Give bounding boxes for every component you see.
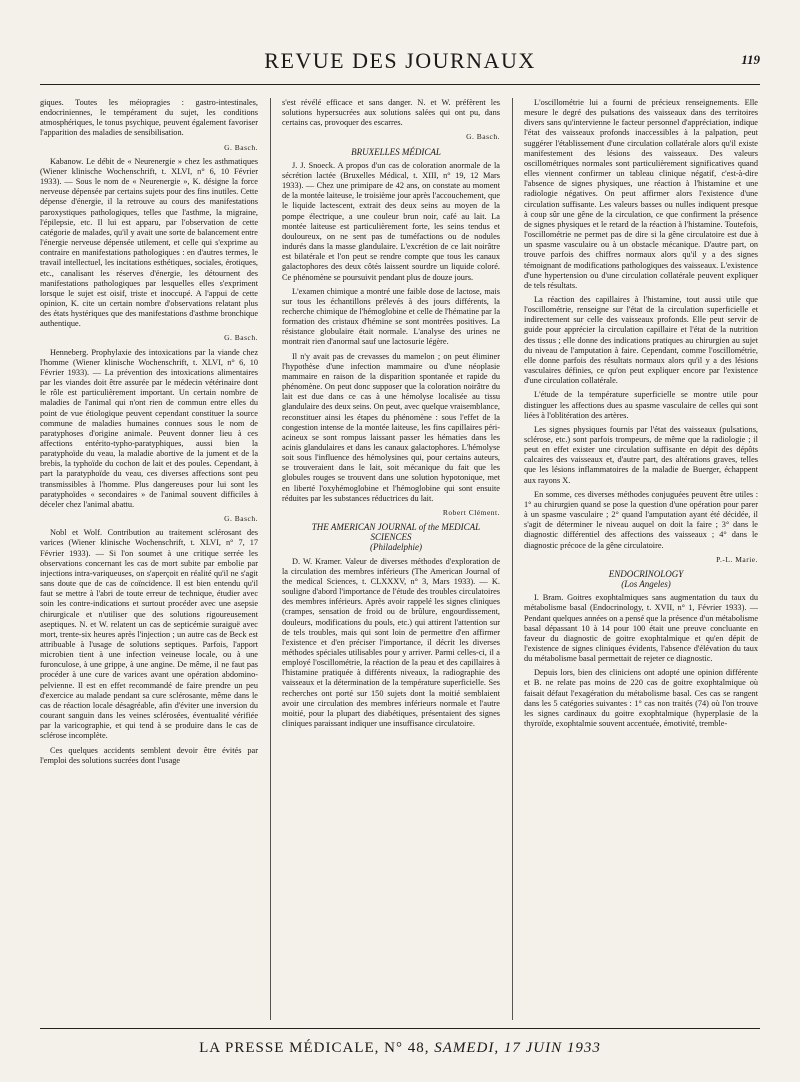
section-subheading: (Philadelphie) [370, 542, 422, 553]
paragraph: Depuis lors, bien des cliniciens ont adopté une opinion différente et B. ne relate pas moins de 220 cas de goitre exophtalmique où faisait défaut l'exagération du métabolisme basal. Ces cas se rangent dans les 5 catégories suivantes : 1° cas non traités (74) où l'on trouve les signes cardinaux du goitre exophtalmique (hyperplasie de la thyroïde, exophtalmie souvent accentuée, émotivité, tremble- [524, 668, 758, 729]
column-1 [40, 98, 258, 1020]
journal-section-title: REVUE DES JOURNAUX [264, 48, 536, 73]
article-kramer: D. W. Kramer. Valeur de diverses méthodes d'exploration de la circulation des membres inférieurs (The American Journal of the medical Sciences, t. CLXXXV, n° 3, Mars 1933). — K. souligne d'abord l'importance de l'étude des troubles circulatoires des membres inférieurs. Après avoir rappelé les signes cliniques (crampes, sensation de froid ou de brûlure, engourdissement, douleurs, modifications du pouls, etc.) qui attirent l'attention sur de tels troubles, mais qui sont loin de permettre d'en affirmer l'existence et d'en préciser l'importance, il décrit les diverses méthodes spéciales utilisables pour y arriver. Parmi celles-ci, il a employé l'oscillométrie, la réaction de la peau et des capillaires à l'histamine pratiquée à différents niveaux, la radiographie des vaisseaux et la détermination de la température superficielle. Ses recherches ont porté sur 150 sujets dont la moitié semblaient avoir une circulation des membres inférieurs normale et l'autre moitié, pour la plupart des diabétiques, présentaient des signes cliniques paraissant indiquer une insuffisance circulatoire. [282, 556, 500, 729]
article-bram: I. Bram. Goitres exophtalmiques sans augmentation du taux du métabolisme basal (Endocrinology, t. XVII, n° 1, Février 1933). — Pendant quelques années on a pensé que la présence d'un métabolisme basal dépassant 10 à 14 pour 100 était une preuve concluante en faveur du diagnostic de goitre exophtalmique et qu'en dépit de l'existence de signes cliniques évidents, l'absence d'élévation du taux du métabolisme basal permettait de rejeter ce diagnostic. [524, 593, 758, 664]
article-snoeck: J. J. Snoeck. A propos d'un cas de coloration anormale de la sécrétion lactée (Bruxelles Médical, t. XIII, n° 19, 12 Mars 1933). — Chez une primipare de 42 ans, on constate au moment de la montée laiteuse, le troisième jour après l'accouchement, que le liquide lactescent, extrait des deux seins au moyen de la pompe électrique, a une couleur brun noir, café au lait. La montée laiteuse est particulièrement forte, les seins tendus et douloureux, on ne sent pas de tuméfactions ou de nodules indurés dans la masse glandulaire. L'excrétion de ce lait noirâtre est bilatérale et l'on peut se rendre compte que tous les canaux galactophores des deux côtés laissent sourdre un liquide coloré. Ce phénomène se poursuivit pendant plus de douze jours. [282, 160, 500, 282]
paragraph: La réaction des capillaires à l'histamine, tout aussi utile que l'oscillométrie, renseigne sur l'état de la circulation superficielle et indirectement sur celle des vaisseaux profonds. Elle peut servir de guide pour apprécier la circulation capillaire et l'état de la nutrition des tissus ; elle donne des indications pratiques au chirurgien au sujet du niveau de l'amputation à faire. Cependant, comme l'oscillométrie, elle donne parfois des résultats normaux alors qu'il y a des lésions vasculaires définies, ce qu'on peut expliquer encore par l'existence d'une circulation collatérale. [524, 294, 758, 386]
article-kabanow: Kabanow. Le débit de « Neurenergie » chez les asthmatiques (Wiener klinische Wochenschrift, t. XLVI, n° 6, 10 Février 1933). — Sous le nom de « Neurenergie », K. désigne la force nerveuse dépensée par certains sujets pour des fins inutiles. Cette dépense d'énergie, il la retrouve au cours des manifestations paroxystiques pathologiques, telles que l'asthme, la migraine, l'épilepsie, etc. Il lui est apparu, par l'observation de cette catégorie de malades, qu'il y avait une sorte de balancement entre l'énergie nerveuse dépensée utilement, et celle qui s'exprime au contraire en manifestations pathologiques : en d'autres termes, le travail intellectuel, les incitations esthétiques, sociales, érotiques, etc., canalisant les réserves d'énergie, les détournent des manifestations pathologiques par lesquelles elles s'expriment lorsque le sujet est oisif, triste et inoccupé. A l'appui de cette opinion, K. cite un certain nombre d'observations relatant plus des états hystériques que des manifestations d'asthme bronchique authentique. [40, 156, 258, 329]
section-heading: ENDOCRINOLOGY [608, 568, 684, 579]
header-rule [40, 84, 760, 85]
paragraph: L'oscillométrie lui a fourni de précieux renseignements. Elle mesure le degré des pulsations des vaisseaux dans des territoires divers sans qu'intervienne le facteur personnel d'appréciation, indique l'état des vaisseaux profonds inaccessibles à la palpation, peut suggérer l'établissement d'une circulation collatérale alors qu'il existe manifestement des lésions des vaisseaux. Des valeurs oscillométriques normales sont particulièrement significatives quand elles viennent confirmer un tableau clinique négatif, c'est-à-dire l'absence de signes physiques, une réaction à l'histamine et une radiologie négatives. On peut affirmer alors l'existence d'une circulation suffisante. Les valeurs basses ou nulles indiquent presque à coup sûr une gêne de la circulation, ce que confirment la présence de signes physiques et le retard de la réaction à l'histamine. Toutefois, l'oscillométrie ne permet pas de dire si la gêne circulatoire est due à un spasme vasculaire ou à un obstacle mécanique. D'autre part, on trouve parfois des chiffres normaux alors qu'il y a des signes témoignant de modifications pathologiques des vaisseaux. L'existence d'une hypertension ou d'une circulation collatérale peuvent expliquer de tels résultats. [524, 98, 758, 290]
footer-date: SAMEDI, 17 JUIN 1933 [434, 1040, 601, 1056]
article-nobl-wolf: Nobl et Wolf. Contribution au traitement sclérosant des varices (Wiener klinische Wochenschrift, t. XLVI, n° 7, 17 Février 1933). — Si l'on soumet à une critique serrée les observations concernant les cas de mort subite par embolie par injections intra-variqueuses, on s'aperçoit en réalité qu'il ne s'agit sans doute que de cas de coïncidence. Il est bien entendu qu'il faut se mettre à l'abri de toute erreur de technique, étudier avec soin les contre-indications et surtout procéder avec une asepsie chirurgicale et n'utiliser que des solutions rigoureusement aseptiques. N. et W. relatent un cas de septicémie suraiguë avec mort, trente-six heures après l'injection ; un autre cas de Beck est attribuable à l'usage de solutions septiques. Parfois, l'apport microbien tient à une infection veineuse locale, ou à une furonculose, à une grippe, à une angine. De même, il ne faut pas procéder à une cure de varices avant une opération abdomino-pelvienne. Il est en effet recommandé de faire prendre un peu d'exercice au malade pendant sa cure sclérosante, même dans le cas de réaction locale désagréable, afin d'éviter une inversion du courant sanguin dans les veines sclérosées, éventualité vérifiée par la varicographie, et qui tend à se produire dans le cas de sclérose incomplète. [40, 528, 258, 741]
signature: Robert Clément. [442, 507, 500, 517]
signature: G. Basch. [224, 333, 258, 343]
signature: G. Basch. [466, 132, 500, 142]
column-2 [282, 98, 500, 1020]
section-heading: THE AMERICAN JOURNAL of the MEDICAL SCIENCES [311, 522, 481, 543]
column-3 [524, 98, 758, 1020]
section-heading: BRUXELLES MÉDICAL [351, 146, 441, 157]
paragraph: Les signes physiques fournis par l'état des vaisseaux (pulsations, sclérose, etc.) sont parfois trompeurs, de même que la radiologie ; il peut en effet exister une circulation suffisante en dépit des dépôts calcaires des vaisseaux et, d'autre part, des altérations graves, telles que les lésions inflammatoires de la maladie de Buerger, échappent aux rayons X. [524, 424, 758, 485]
paragraph: En somme, ces diverses méthodes conjuguées peuvent être utiles : 1° au chirurgien quand se pose la question d'une opération pour parer à un spasme vasculaire ; 2° quand l'amputation ayant été décidée, il s'agit de déterminer le niveau auquel on doit la faire ; 3° dans le diagnostic différentiel des affections des vaisseaux ; 4° dans le diagnostic précoce de la gêne circulatoire. [524, 489, 758, 550]
paragraph: L'examen chimique a montré une faible dose de lactose, mais sur tous les échantillons prélevés à des jours différents, la recherche chimique de l'hémoglobine et celle de l'hématine par la formation des cristaux d'hémine se sont montrées positives. La résistance globulaire était normale. L'analyse des urines ne montrait rien d'anormal sauf une lactosurie légère. [282, 286, 500, 347]
signature: P.-L. Marie. [716, 554, 758, 564]
paragraph: L'étude de la température superficielle se montre utile pour distinguer les affections dues au spasme vasculaire de celles qui sont liées à l'oblitération des artères. [524, 390, 758, 420]
paragraph: giques. Toutes les méiopragies : gastro-intestinales, endocriniennes, le tempérament du sujet, les conditions atmosphériques, le tonus psychique, peuvent également favoriser l'apparition des maladies de sensibilisation. [40, 98, 258, 138]
column-divider [270, 98, 271, 1020]
footer-journal: LA PRESSE MÉDICALE, N° 48, [199, 1040, 430, 1056]
section-subheading: (Los Angeles) [621, 579, 671, 590]
page-footer [40, 1040, 760, 1057]
signature: G. Basch. [224, 514, 258, 524]
signature: G. Basch. [224, 142, 258, 152]
page-header [40, 44, 760, 78]
paragraph: Ces quelques accidents semblent devoir être évités par l'emploi des solutions sucrées dont l'usage [40, 745, 258, 765]
paragraph: Il n'y avait pas de crevasses du mamelon ; on peut éliminer l'hypothèse d'une infection mammaire ou d'une néoplasie mammaire en raison de la disparition spontanée et rapide du phénomène. On peut donc supposer que la coloration noirâtre du lait est due dans ce cas à une hémolyse localisée au tissu glandulaire des deux seins. On peut, avec quelque vraisemblance, reconstituer ainsi les étapes du phénomène : sous l'effet de la congestion intense de la montée laiteuse, les fins capillaires péri-acineux se sont rompus laissant passer les hématies dans les acinis glandulaires et dans les canaux galactophores. L'hémolyse soit sous l'influence des hémolysines qui, pour certains auteurs, se trouveraient dans le lait, soit mécanique du fait que les globules rouges se trouvent dans une solution hypotonique, met en liberté l'oxyhémoglobine et l'hémoglobine qui sont ensuite réduites par les substances réductrices du lait. [282, 351, 500, 503]
footer-rule [40, 1028, 760, 1029]
paragraph: s'est révélé efficace et sans danger. N. et W. préfèrent les solutions hypersucrées aux solutions salées qui ont pu, dans certains cas, provoquer des escarres. [282, 98, 500, 128]
article-henneberg: Henneberg. Prophylaxie des intoxications par la viande chez l'homme (Wiener klinische Wochenschrift, t. XLVI, n° 6, 10 Février 1933). — La prévention des intoxications alimentaires par les viandes doit être assurée par le médecin vétérinaire dont le rôle est particulièrement important. Un certain nombre de maladies de l'animal qui n'ont rien de commun entre elles du point de vue étiologique peuvent cependant constituer la source commune de maladies humaines connues sous le nom de paratyphoses d'origine animale. Peuvent donner lieu à ces affections entérito-typho-paratyphiques, aussi bien la paratyphoïde du veau, la maladie abortive de la jument et de la brebis, la typhoïde du cochon de lait et des poules. Cependant, à part la paratyphoïde du veau, ces diverses affections sont peu transmissibles à l'homme. Plus dangereuses pour lui sont les paratyphoïdes « secondaires » de l'animal souvent difficiles à déceler chez l'animal abattu. [40, 347, 258, 509]
column-divider [512, 98, 513, 1020]
page-number: 119 [741, 52, 760, 67]
